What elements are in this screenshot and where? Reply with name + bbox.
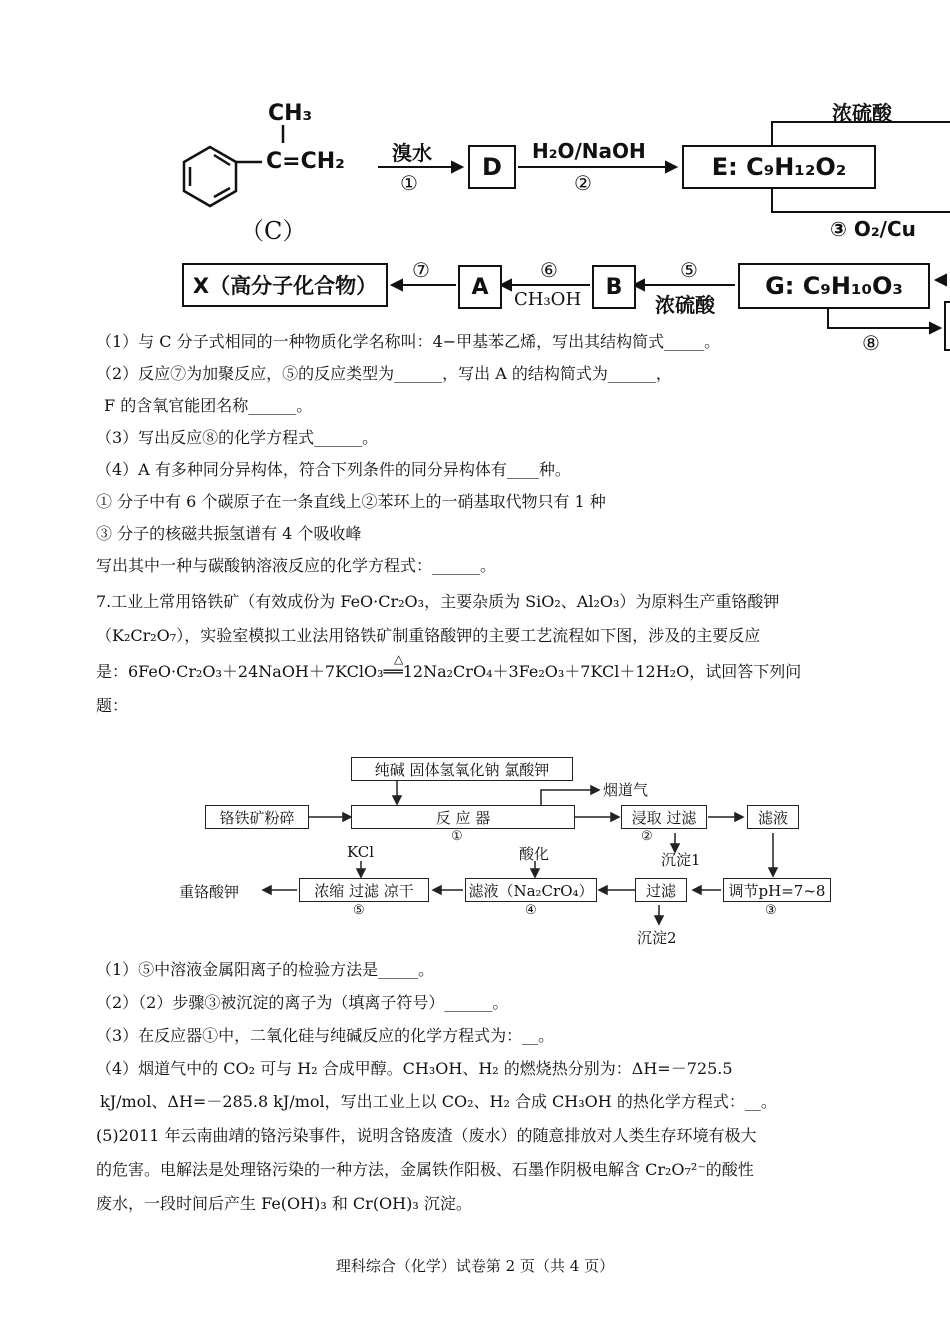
concentrate-box: 浓缩 过滤 凉干 — [299, 878, 429, 902]
q7b-line-7: 的危害。电解法是处理铬污染的一种方法，金属铁作阳极、石墨作阴极电解含 Cr₂O₇²⁻的酸性 — [96, 1160, 754, 1179]
q7-line-2: （K₂Cr₂O₇），实验室模拟工业法用铬铁矿制重铬酸钾的主要工艺流程如下图，涉及的主要反应 — [96, 626, 761, 645]
reactor-box: 反 应 器 — [351, 805, 575, 829]
reaction-scheme — [0, 95, 950, 355]
heat-symbol: △ — [394, 652, 404, 666]
acidify-label: 酸化 — [519, 845, 550, 863]
concentrate-number: ⑤ — [353, 903, 365, 918]
q7b-line-8: 废水，一段时间后产生 Fe(OH)₃ 和 Cr(OH)₃ 沉淀。 — [96, 1194, 472, 1213]
step8-number: ⑧ — [862, 331, 880, 355]
q6-line-7: ③ 分子的核磁共振氢谱有 4 个吸收峰 — [96, 524, 362, 543]
q6-line-5: （4）A 有多种同分异构体，符合下列条件的同分异构体有____种。 — [96, 460, 571, 479]
alkene-group: C=CH₂ — [266, 149, 345, 174]
methyl-group: CH₃ — [268, 101, 313, 126]
box-b: B — [592, 265, 636, 309]
q6-line-3: F 的含氧官能团名称______。 — [104, 396, 313, 415]
q6-line-4: （3）写出反应⑧的化学方程式______。 — [96, 428, 379, 447]
box-f-edge — [944, 301, 950, 351]
box-x: X（高分子化合物） — [182, 263, 388, 307]
step6-reagent: CH₃OH — [514, 289, 582, 310]
product-label: 重铬酸钾 — [179, 883, 240, 901]
precipitate-2: 沉淀2 — [637, 929, 677, 947]
step2-reagent: H₂O/NaOH — [532, 139, 646, 163]
filter-box: 过滤 — [635, 878, 687, 902]
adjust-ph-box: 调节pH=7~8 — [723, 878, 831, 902]
step6-number: ⑥ — [540, 258, 558, 282]
scheme-lines — [0, 95, 950, 355]
leach-number: ② — [641, 829, 653, 844]
page-footer: 理科综合（化学）试卷第 2 页（共 4 页） — [335, 1257, 615, 1275]
q6-line-6: ① 分子中有 6 个碳原子在一条直线上②苯环上的一硝基取代物只有 1 种 — [96, 492, 606, 511]
q7b-line-1: （1）⑤中溶液金属阳离子的检验方法是_____。 — [96, 960, 435, 979]
filtrate-box: 滤液 — [747, 805, 799, 829]
conc-sulfuric-acid-top: 浓硫酸 — [832, 101, 892, 125]
q6-line-8: 写出其中一种与碳酸钠溶液反应的化学方程式：______。 — [96, 556, 497, 575]
box-g: G: C₉H₁₀O₃ — [738, 263, 930, 309]
step1-reagent: 溴水 — [392, 141, 432, 165]
q6-line-1: （1）与 C 分子式相同的一种物质化学名称叫：4−甲基苯乙烯，写出其结构简式_____。 — [96, 332, 721, 351]
compound-c-label: （C） — [240, 217, 307, 245]
box-a: A — [458, 265, 502, 309]
ore-box: 铬铁矿粉碎 — [205, 805, 309, 829]
step1-number: ① — [400, 171, 418, 195]
step2-number: ② — [574, 171, 592, 195]
kcl-label: KCl — [347, 843, 375, 861]
q7-line-4: 题： — [96, 696, 129, 715]
flue-gas-label: 烟道气 — [603, 781, 649, 799]
precipitate-1: 沉淀1 — [661, 851, 701, 869]
q6-line-2: （2）反应⑦为加聚反应，⑤的反应类型为______，写出 A 的结构简式为______， — [96, 364, 672, 383]
leach-filter-box: 浸取 过滤 — [621, 805, 707, 829]
step5-number: ⑤ — [680, 258, 698, 282]
step3-label: ③ O₂/Cu — [830, 217, 916, 241]
reactor-number: ① — [451, 829, 463, 844]
q7b-line-2: （2）（2）步骤③被沉淀的离子为（填离子符号）______。 — [96, 993, 509, 1012]
reagents-box: 纯碱 固体氢氧化钠 氯酸钾 — [351, 757, 573, 781]
q7-line-3: 是：6FeO·Cr₂O₃＋24NaOH＋7KClO₃══12Na₂CrO₄＋3Fe₂O₃＋7KCl＋12H₂O，试回答下列问 — [96, 662, 802, 681]
q7b-line-4: （4）烟道气中的 CO₂ 可与 H₂ 合成甲醇。CH₃OH、H₂ 的燃烧热分别为：ΔH=－725.5 — [96, 1059, 733, 1078]
q7b-line-5: kJ/mol、ΔH=－285.8 kJ/mol，写出工业上以 CO₂、H₂ 合成 CH₃OH 的热化学方程式：__。 — [100, 1092, 777, 1111]
box-e: E: C₉H₁₂O₂ — [682, 145, 876, 189]
flow-arrows — [175, 755, 835, 950]
q7b-line-6: (5)2011 年云南曲靖的铬污染事件，说明含铬废渣（废水）的随意排放对人类生存环境有极大 — [96, 1126, 757, 1145]
filtrate2-number: ④ — [525, 903, 537, 918]
q7b-line-3: （3）在反应器①中，二氧化硅与纯碱反应的化学方程式为：__。 — [96, 1026, 555, 1045]
step7-number: ⑦ — [412, 258, 430, 282]
process-flowchart — [175, 755, 835, 950]
adjust-number: ③ — [765, 903, 777, 918]
q7-line-1: 7.工业上常用铬铁矿（有效成份为 FeO·Cr₂O₃，主要杂质为 SiO₂、Al₂O₃）为原料生产重铬酸钾 — [96, 592, 780, 611]
step5-reagent: 浓硫酸 — [655, 293, 715, 317]
box-d: D — [468, 145, 516, 189]
filtrate-na2cro4-box: 滤液（Na₂CrO₄） — [465, 878, 597, 902]
